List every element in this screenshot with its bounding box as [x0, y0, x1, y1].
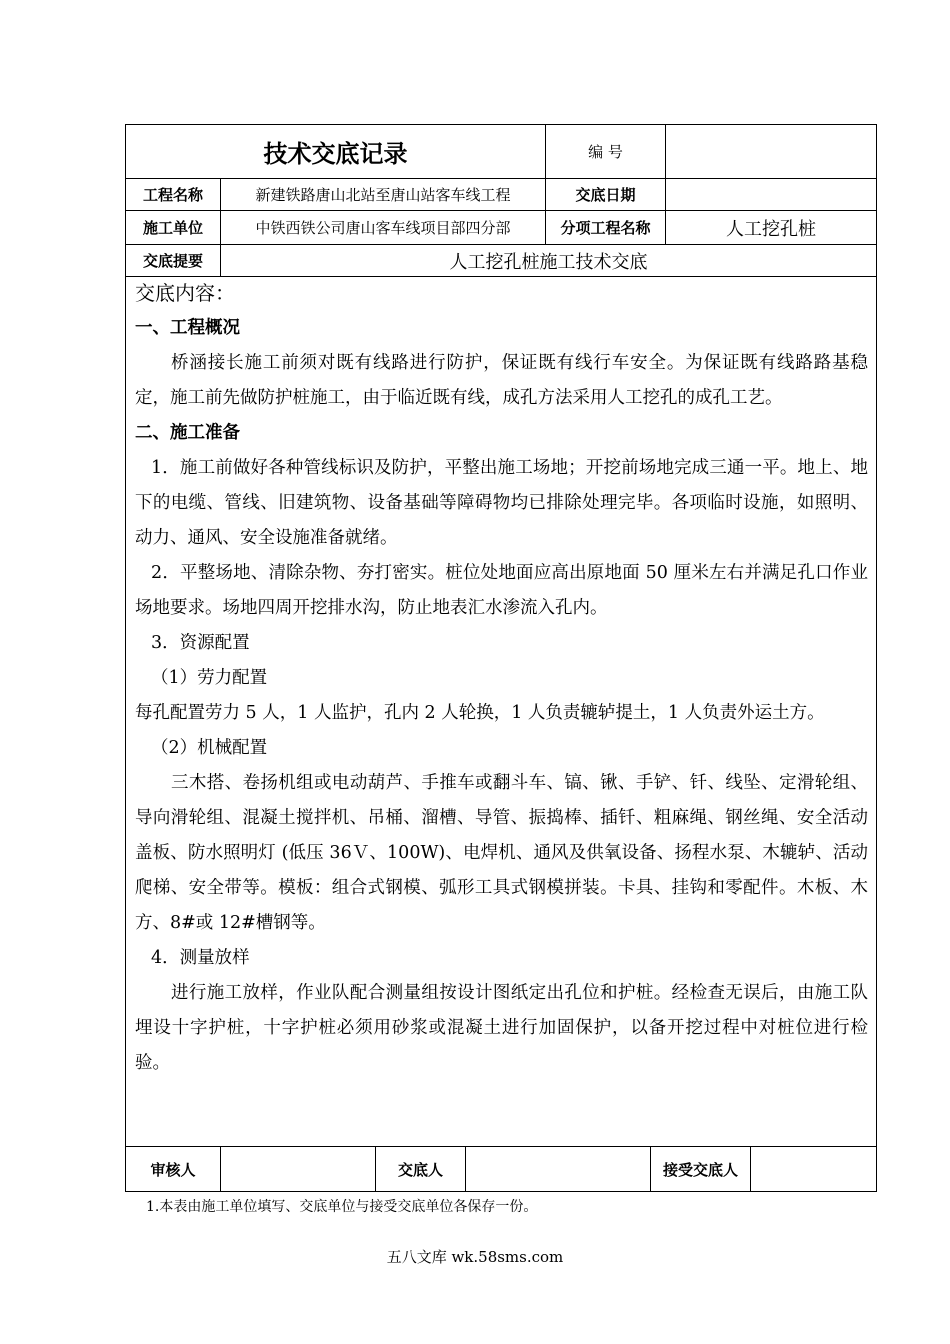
- disclosure-form: [125, 124, 877, 1192]
- form-footnote: 1.本表由施工单位填写、交底单位与接受交底单位各保存一份。: [146, 1199, 538, 1215]
- section-2-title: 二、施工准备: [135, 423, 240, 443]
- item-4-heading: 4．测量放样: [151, 948, 250, 968]
- section-1-title: 一、工程概况: [135, 318, 240, 338]
- discloser-label: 交底人: [397, 1160, 443, 1179]
- item-1-paragraph: 1．施工前做好各种管线标识及防护，平整出施工场地；开挖前场地完成三通一平。地上、地下的电缆、管线、旧建筑物、设备基础等障碍物均已排除处理完毕。各项临时设施，如照明、动力、通风、安全设施准备就绪。: [135, 458, 868, 548]
- project-name-label: 工程名称: [142, 186, 203, 204]
- date-field[interactable]: [666, 179, 876, 210]
- sub-project-label: 分项工程名称: [560, 219, 651, 237]
- unit-label: 施工单位: [142, 219, 203, 237]
- item-3-heading: 3．资源配置: [151, 633, 250, 653]
- form-title: 技术交底记录: [263, 140, 408, 168]
- reviewer-label: 审核人: [150, 1160, 196, 1179]
- item-4-paragraph: 进行施工放样，作业队配合测量组按设计图纸定出孔位和护桩。经检查无误后，由施工队埋设十字护桩，十字护桩必须用砂浆或混凝土进行加固保护，以备开挖过程中对桩位进行检验。: [135, 983, 868, 1073]
- project-name-value: 新建铁路唐山北站至唐山站客车线工程: [255, 186, 511, 204]
- discloser-field[interactable]: [466, 1147, 650, 1191]
- source-watermark: 五八文库 wk.58sms.com: [386, 1248, 564, 1266]
- sub-project-value: 人工挖孔桩: [726, 218, 816, 240]
- item-3-1-paragraph: 每孔配置劳力 5 人，1 人监护，孔内 2 人轮换，1 人负责辘轳提土，1 人负责外运土方。: [135, 703, 825, 723]
- content-body: [135, 276, 868, 1081]
- item-3-1-heading: （1）劳力配置: [151, 668, 268, 688]
- item-3-2-paragraph: 三木搭、卷扬机组或电动葫芦、手推车或翻斗车、镐、锹、手铲、钎、线坠、定滑轮组、导向滑轮组、混凝土搅拌机、吊桶、溜槽、导管、振捣棒、插钎、粗麻绳、钢丝绳、安全活动盖板、防水照明灯 (低压 36Ｖ、100W)、电焊机、通风及供氧设备、扬程水泵、木辘轳、活动爬梯、安全带等。模板：组合式钢模、弧形工具式钢模拼装。卡具、挂钩和零配件。木板、木方、8#或 12#槽钢等。: [135, 773, 868, 933]
- content-heading: 交底内容：: [135, 281, 235, 305]
- number-label: 编 号: [588, 143, 623, 161]
- summary-value: 人工挖孔桩施工技术交底: [449, 251, 648, 273]
- summary-label: 交底提要: [142, 252, 203, 270]
- date-label: 交底日期: [575, 186, 636, 204]
- item-3-2-heading: （2）机械配置: [151, 738, 268, 758]
- number-field[interactable]: [666, 125, 876, 178]
- receiver-field[interactable]: [751, 1147, 876, 1191]
- section-1-paragraph: 桥涵接长施工前须对既有线路进行防护，保证既有线行车安全。为保证既有线路路基稳定，施工前先做防护桩施工，由于临近既有线，成孔方法采用人工挖孔的成孔工艺。: [135, 353, 868, 408]
- item-2-paragraph: 2．平整场地、清除杂物、夯打密实。桩位处地面应高出原地面 50 厘米左右并满足孔口作业场地要求。场地四周开挖排水沟，防止地表汇水渗流入孔内。: [135, 563, 868, 618]
- receiver-label: 接受交底人: [662, 1160, 738, 1179]
- reviewer-field[interactable]: [221, 1147, 375, 1191]
- unit-value: 中铁西铁公司唐山客车线项目部四分部: [255, 219, 511, 237]
